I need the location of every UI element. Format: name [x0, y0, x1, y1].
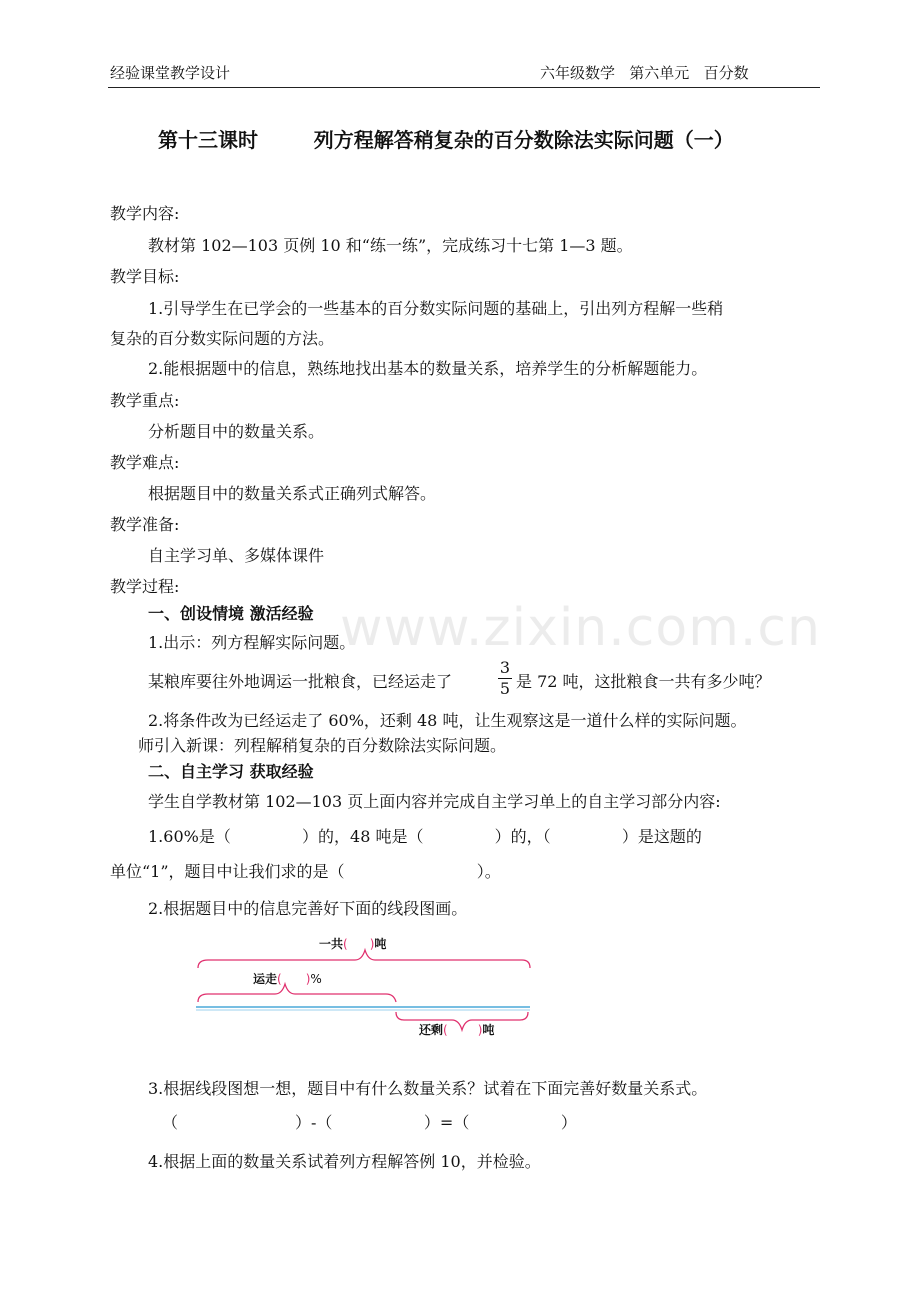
total-brace: [198, 950, 530, 968]
total-label-text: 一共: [319, 937, 344, 951]
part2-intro: 学生自学教材第 102—103 页上面内容并完成自主学习单上的自主学习部分内容:: [148, 792, 721, 811]
moved-label-text: 运走: [253, 972, 278, 986]
goal-1-line-a: 1.引导学生在已学会的一些基本的百分数实际问题的基础上，引出列方程解一些稍: [148, 299, 724, 318]
part2-heading: 二、自主学习 获取经验: [148, 762, 314, 781]
fraction-denominator: 5: [499, 679, 511, 698]
problem-text-post: 是 72 吨，这批粮食一共有多少吨？: [516, 672, 771, 691]
watermark: www.zixin.com.cn: [340, 598, 821, 658]
question-1-line-a: 1.60%是（ ）的，48 吨是（ ）的，（ ）是这题的: [148, 827, 702, 846]
goal-1-line-b: 复杂的百分数实际问题的方法。: [110, 329, 335, 348]
difficulty-heading: 教学难点:: [110, 453, 180, 472]
content-body: 教材第 102—103 页例 10 和“练一练”，完成练习十七第 1—3 题。: [148, 236, 633, 255]
key-heading: 教学重点:: [110, 391, 180, 410]
goal-heading: 教学目标:: [110, 267, 180, 286]
question-3: 3.根据线段图想一想，题目中有什么数量关系？试着在下面完善好数量关系式。: [148, 1079, 708, 1098]
prep-heading: 教学准备:: [110, 515, 180, 534]
part1-line2: 2.将条件改为已经运走了 60%，还剩 48 吨，让生观察这是一道什么样的实际问题。: [148, 711, 747, 730]
remaining-unit: 吨: [482, 1023, 495, 1037]
total-unit: 吨: [374, 937, 387, 951]
total-label: [319, 935, 386, 952]
fraction-numerator: 3: [499, 658, 511, 677]
relation-formula: （ ）-（ ）=（ ）: [162, 1113, 577, 1132]
fraction-three-fifths: [498, 659, 512, 698]
content-heading: 教学内容:: [110, 204, 180, 223]
question-4: 4.根据上面的数量关系试着列方程解答例 10，并检验。: [148, 1152, 541, 1171]
question-2: 2.根据题目中的信息完善好下面的线段图画。: [148, 899, 468, 918]
moved-label: [253, 970, 322, 987]
total-paren-close: ): [369, 937, 375, 951]
remaining-label-text: 还剩: [419, 1023, 444, 1037]
moved-paren-close: ): [305, 972, 311, 986]
key-body: 分析题目中的数量关系。: [148, 422, 325, 441]
header-right: 六年级数学 第六单元 百分数: [540, 64, 749, 82]
process-heading: 教学过程:: [110, 577, 180, 596]
goal-2: 2.能根据题中的信息，熟练地找出基本的数量关系，培养学生的分析解题能力。: [148, 359, 708, 378]
lesson-title: 第十三课时 列方程解答稍复杂的百分数除法实际问题（一）: [158, 128, 734, 152]
problem-text-pre: 某粮库要往外地调运一批粮食，已经运走了: [148, 672, 453, 691]
moved-unit: %: [310, 972, 322, 986]
part1-heading: 一、创设情境 激活经验: [148, 604, 314, 623]
prep-body: 自主学习单、多媒体课件: [148, 546, 325, 565]
remaining-paren-close: ): [477, 1023, 483, 1037]
remaining-paren-open: (: [443, 1023, 448, 1037]
total-paren-open: (: [343, 937, 348, 951]
remaining-label: [419, 1021, 494, 1038]
question-1-line-b: 单位“1”，题目中让我们求的是（ ）。: [110, 862, 501, 881]
header-left: 经验课堂教学设计: [110, 64, 231, 82]
moved-paren-open: (: [277, 972, 282, 986]
part1-line1: 1.出示：列方程解实际问题。: [148, 633, 356, 652]
part1-line3: 师引入新课：列程解稍复杂的百分数除法实际问题。: [138, 736, 507, 755]
header-divider: [108, 87, 820, 88]
difficulty-body: 根据题目中的数量关系式正确列式解答。: [148, 484, 437, 503]
